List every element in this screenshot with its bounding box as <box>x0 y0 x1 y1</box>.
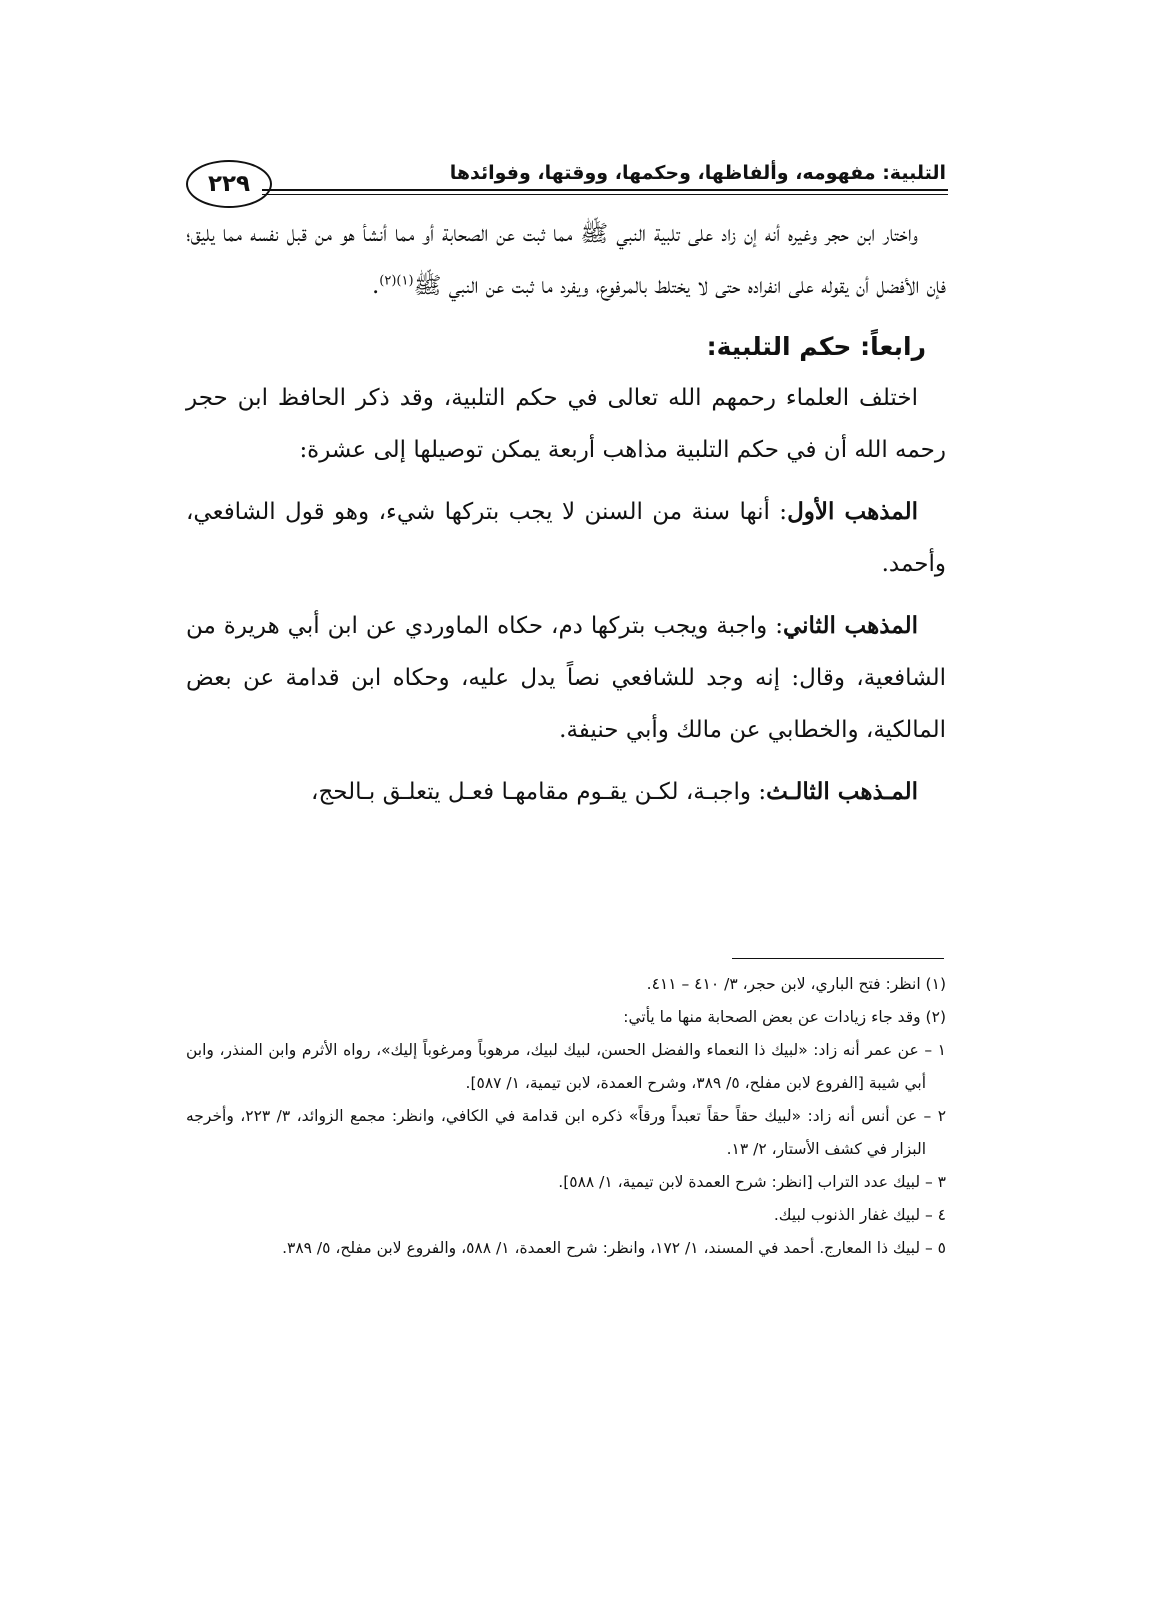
madhhab-2-text: : واجبة ويجب بتركها دم، حكاه الماوردي عن ابن أبي هريرة من الشافعية، وقال: إنه وجد للشافعي نصاً يدل عليه، وحكاه ابن قدامة عن بعض المالكية، والخطابي عن مالك وأبي حنيفة. <box>186 613 946 743</box>
madhhab-1 <box>186 486 946 590</box>
paragraph-1-end: . <box>371 273 380 299</box>
footnote-item-3: ٣ – لبيك عدد التراب [انظر: شرح العمدة لابن تيمية، ١/ ٥٨٨]. <box>558 1173 946 1191</box>
body-text <box>186 208 946 818</box>
page-number: ٢٢٩ <box>186 160 272 208</box>
running-header: التلبية: مفهومه، وألفاظها، وحكمها، ووقتها، وفوائدها <box>449 162 946 184</box>
footnote-item-5: ٥ – لبيك ذا المعارج. أحمد في المسند، ١/ ١٧٢، وانظر: شرح العمدة، ١/ ٥٨٨، والفروع لابن مفلح، ٥/ ٣٨٩. <box>282 1239 946 1257</box>
paragraph-1-text: واختار ابن حجر وغيره أنه إن زاد على تلبية النبي ﷺ مما ثبت عن الصحابة أو مما أنشأ هو من قبل نفسه مما يليق؛ فإن الأفضل أن يقوله على انفراده حتى لا يختلط بالمرفوع، ويفرد ما ثبت عن النبي ﷺ <box>186 221 946 299</box>
footnote-item-2: ٢ – عن أنس أنه زاد: «لبيك حقاً حقاً تعبداً ورقاً» ذكره ابن قدامة في الكافي، وانظر: مجمع الزوائد، ٣/ ٢٢٣، وأخرجه البزار في كشف الأستار، ٢/ ١٣. <box>186 1107 947 1158</box>
madhhab-3 <box>186 766 946 818</box>
madhhab-2-label: المذهب الثاني <box>782 612 919 639</box>
header-rule-thin <box>262 194 948 195</box>
paragraph-2: اختلف العلماء رحمهم الله تعالى في حكم التلبية، وقد ذكر الحافظ ابن حجر رحمه الله أن في حكم التلبية مذاهب أربعة يمكن توصيلها إلى عشرة: <box>186 385 946 463</box>
footnote-2: (٢) وقد جاء زيادات عن بعض الصحابة منها ما يأتي: <box>623 1008 946 1026</box>
footnote-refs: (١)(٢) <box>379 273 414 289</box>
madhhab-3-label: المـذهب الثالـث <box>766 778 918 805</box>
madhhab-2 <box>186 600 946 756</box>
madhhab-3-text: : واجبـة، لكـن يقـوم مقامهـا فعـل يتعلـق بـالحج، <box>311 779 767 805</box>
madhhab-1-label: المذهب الأول <box>787 498 918 525</box>
header-rule <box>262 189 948 191</box>
section-heading: رابعاً: حكم التلبية: <box>706 332 926 361</box>
footnote-1: (١) انظر: فتح الباري، لابن حجر، ٣/ ٤١٠ – ٤١١. <box>646 975 946 993</box>
footnote-separator <box>732 958 944 959</box>
footnote-item-1: ١ – عن عمر أنه زاد: «لبيك ذا النعماء والفضل الحسن، لبيك لبيك، مرهوباً ومرغوباً إليك»، رواه الأثرم وابن المنذر، وابن أبي شيبة [الفروع لابن مفلح، ٥/ ٣٨٩، وشرح العمدة، لابن تيمية، ١/ ٥٨٧]. <box>186 1041 946 1092</box>
madhhab-1-text: : أنها سنة من السنن لا يجب بتركها شيء، وهو قول الشافعي، وأحمد. <box>186 499 946 577</box>
footnotes <box>186 968 946 1265</box>
paragraph-1 <box>186 208 946 312</box>
footnote-item-4: ٤ – لبيك غفار الذنوب لبيك. <box>773 1206 946 1224</box>
